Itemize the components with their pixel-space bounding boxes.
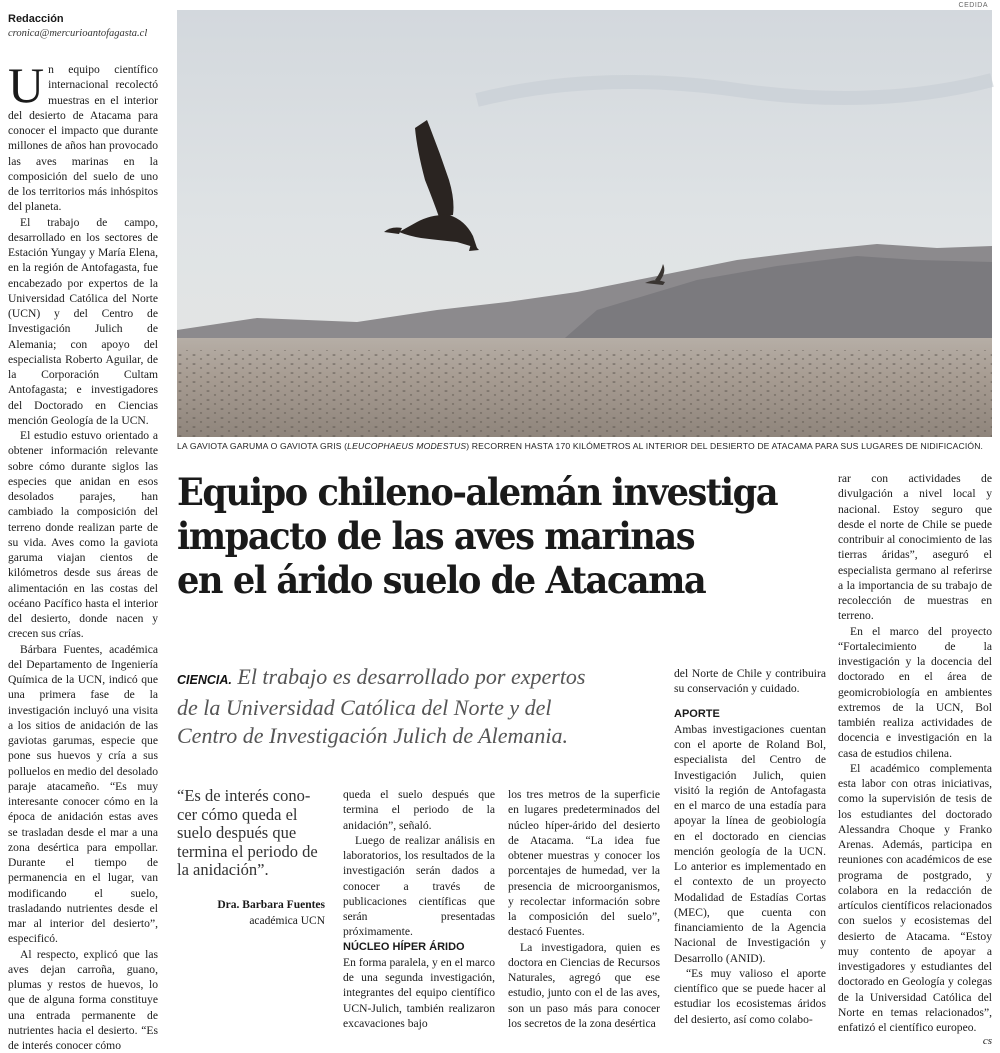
headline-line: en el árido suelo de Atacama — [177, 558, 835, 602]
paragraph: Al respecto, explicó que las aves dejan carroña, guano, plumas y restos de huevos, lo que de alguna forma constituye una entrada permanente de nutrientes hacia el desierto. “Es de interés conocer cómo — [8, 947, 158, 1053]
paragraph: En forma paralela, y en el marco de una segunda investigación, integrantes del equipo científico UCN-Julich, también realizaron excavaciones bajo — [343, 955, 495, 1031]
paragraph: Bárbara Fuentes, académica del Departamento de Ingeniería Química de la UCN, indicó que una primera fase de la investigación incluyó una visita a los sitios de anidación de las gaviotas garumas, especie que pone sus huevos y cría a sus polluelos en medio del desolado paraje atacameño. “Es muy interesante conocer cómo en la época de anidación estas aves se trasladan desde el mar a una zona desértica para empollar. Durante el tiempo de permanencia en el lugar, van modificando el suelo, trasladando nutrientes desde el mar al interior del desierto”, especificó. — [8, 642, 158, 947]
dek-line: El trabajo es desarrollado por expertos — [237, 664, 585, 689]
dek — [177, 663, 677, 750]
drop-cap: U — [8, 62, 48, 105]
photo-credit: CEDIDA — [959, 2, 988, 9]
end-mark: cs — [838, 1035, 992, 1047]
quote-line: cer cómo queda el — [177, 806, 337, 825]
paragraph: El estudio estuvo orientado a obtener información relevante sobre cómo durante siglos las especies que anidan en esos desolados parajes, han cambiado la composición del terreno donde realizan parte de su vida. Aves como la gaviota garuma viajan cientos de kilómetros desde sus áreas de alimentación en las costas del océano Pacífico hasta el interior del desierto, donde nacen y crecen sus crías. — [8, 428, 158, 642]
article-photo — [177, 10, 992, 437]
quote-line: “Es de interés cono- — [177, 787, 337, 806]
headline-line: Equipo chileno-alemán investiga — [177, 470, 835, 514]
quote-line: termina el periodo de — [177, 843, 337, 862]
byline-name: Redacción — [8, 13, 64, 25]
paragraph: El académico complementa esta labor con otras iniciativas, como la supervisión de tesis de los estudiantes del doctorado Alessandra Choque y Franko Arenas. Además, participa en reuniones con académicos de ese programa de postgrado, y colabora en la redacción de artículos científicos relacionados con suelos y ecosistemas del desierto de Atacama. “Estoy muy contento de apoyar a investigadores y estudiantes del doctorado en Geología y colegas de la Universidad Católica del Norte en temas relacionados”, enfatizó el científico europeo. — [838, 761, 992, 1036]
quote-role: académica UCN — [177, 913, 325, 929]
paragraph: En el marco del proyecto “Fortalecimiento de la investigación y la docencia del doctorado en el área de geomicrobiología en ambientes extremos de la UCN, Bol también realiza actividades de docencia e investigación en la casa de estudios chilena. — [838, 624, 992, 761]
article-column-4 — [674, 666, 826, 1037]
article-column-3 — [508, 787, 660, 1037]
dek-line: de la Universidad Católica del Norte y del — [177, 694, 677, 722]
article-column-2 — [343, 787, 495, 1037]
headline — [177, 470, 835, 602]
quote-line: suelo después que — [177, 824, 337, 843]
pull-quote — [177, 787, 337, 880]
paragraph: del Norte de Chile y contribuira su conservación y cuidado. — [674, 666, 826, 697]
subheading: APORTE — [674, 707, 826, 722]
paragraph: n equipo científico internacional recolectó muestras en el interior del desierto de Atacama para conocer el impacto que durante millones de años han provocado las aves marinas en la composición del suelo de uno de los territorios más inhóspitos del planeta. — [8, 63, 158, 213]
photo-caption — [177, 441, 992, 451]
paragraph: rar con actividades de divulgación a nivel local y nacional. Estoy seguro que desde el norte de Chile se puede contribuir al conocimiento de las tierras áridas”, aseguró el especialista germano al referirse a la importancia de su trabajo de recolección de muestras en terreno. — [838, 471, 992, 624]
article-column-5 — [838, 471, 992, 1037]
paragraph: queda el suelo después que termina el periodo de la anidación”, señaló. — [343, 787, 495, 833]
caption-text: LA GAVIOTA GARUMA O GAVIOTA GRIS ( — [177, 441, 347, 451]
paragraph: El trabajo de campo, desarrollado en los sectores de Estación Yungay y María Elena, en la región de Antofagasta, fue encabezado por expertos de la Universidad Católica del Norte (UCN) y del Centro de Investigación Julich de Alemania; con apoyo del especialista Roberto Aguilar, de la Corporación Cultam Antofagasta; e investigadores del Doctorado en Ciencias mención Geología de la UCN. — [8, 215, 158, 429]
quote-attribution — [177, 897, 325, 929]
paragraph: La investigadora, quien es doctora en Ciencias de Recursos Naturales, agregó que ese estudio, junto con el de las aves, son un paso más para conocer los secretos de la zona desértica — [508, 940, 660, 1032]
paragraph: “Es muy valioso el aporte científico que se puede hacer al estudiar los ecosistemas áridos del desierto, así como colabo- — [674, 966, 826, 1027]
dek-line: Centro de Investigación Julich de Alemania. — [177, 722, 677, 750]
paragraph: los tres metros de la superficie en lugares predeterminados del núcleo híper-árido del desierto de Atacama. “La idea fue obtener muestras y conocer los porcentajes de humedad, ver la presencia de microorganismos, y recolectar información sobre la composición del suelo”, destacó Fuentes. — [508, 787, 660, 940]
quote-line: la anidación”. — [177, 861, 337, 880]
quote-author: Dra. Barbara Fuentes — [177, 897, 325, 913]
headline-line: impacto de las aves marinas — [177, 514, 835, 558]
desert-bird-image — [177, 10, 992, 437]
subheading: NÚCLEO HÍPER ÁRIDO — [343, 940, 495, 955]
byline-email: cronica@mercurioantofagasta.cl — [8, 28, 147, 39]
caption-text: ) RECORREN HASTA 170 KILÓMETROS AL INTERIOR DEL DESIERTO DE ATACAMA PARA SUS LUGARES DE NIDIFICACIÓN. — [466, 441, 983, 451]
paragraph: Ambas investigaciones cuentan con el aporte de Roland Bol, especialista del Centro de Investigación Julich, quien visitó la región de Antofagasta en el marco de una estadía para apoyar la línea de geobiología en el doctorado en ciencias mención geología de la UCN. Lo anterior es implementado en el contexto de un proyecto Modalidad de Estadías Cortas (MEC), que cuenta con financiamiento de la Agencia Nacional de Investigación y Desarrollo (ANID). — [674, 722, 826, 966]
paragraph: Luego de realizar análisis en laboratorios, los resultados de la investigación serán dados a conocer a través de publicaciones científicas que serán presentadas próximamente. — [343, 833, 495, 940]
caption-scientific-name: LEUCOPHAEUS MODESTUS — [347, 441, 466, 451]
article-column-1 — [8, 62, 158, 1037]
kicker: CIENCIA. — [177, 673, 232, 687]
